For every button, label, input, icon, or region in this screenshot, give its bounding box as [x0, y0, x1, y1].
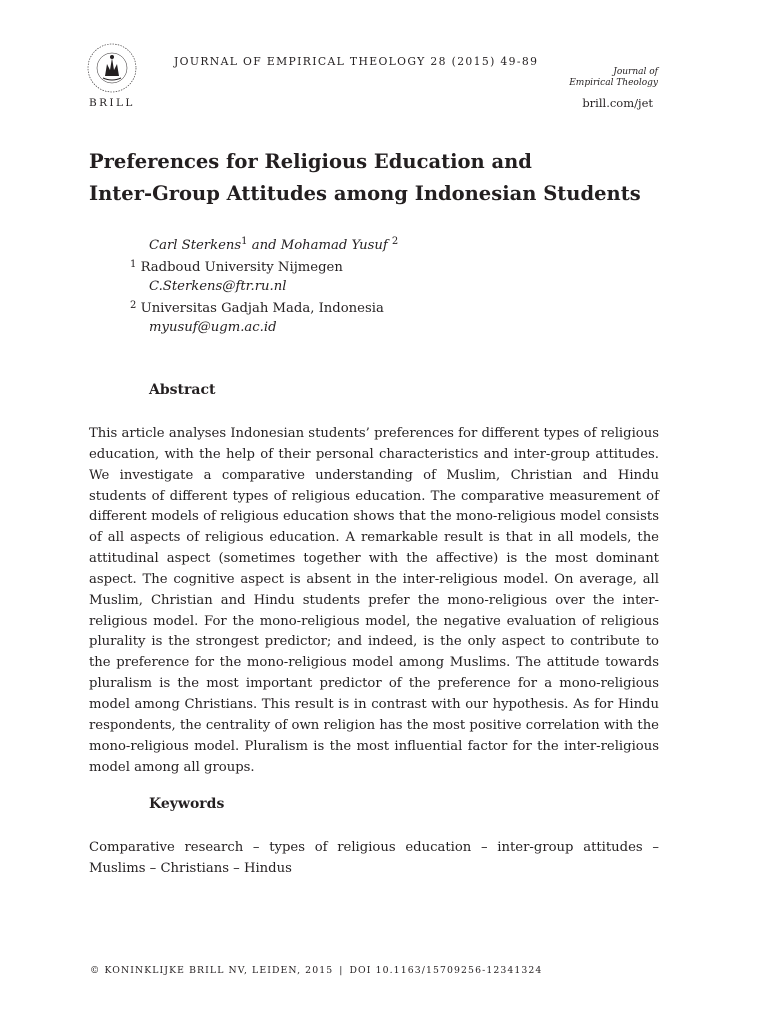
affiliation-1-mark: 1: [130, 259, 137, 270]
keywords-text: Comparative research – types of religious education – inter-group attitudes – Muslims – Christians – Hindus: [89, 840, 659, 876]
doi-text[interactable]: DOI 10.1163/15709256-12341324: [349, 965, 543, 976]
author-list: [149, 236, 398, 253]
publisher-name: BRILL: [89, 97, 135, 109]
journal-name: [560, 67, 658, 89]
keywords-heading: Keywords: [149, 796, 225, 812]
affiliation-2-name: Universitas Gadjah Mada, Indonesia: [140, 301, 384, 316]
journal-citation: JOURNAL OF EMPIRICAL THEOLOGY 28 (2015) 49-89: [174, 55, 539, 68]
brill-seal-logo: [86, 42, 138, 94]
author-1: Carl Sterkens: [149, 238, 242, 253]
affiliation-2-mark: 2: [130, 300, 137, 311]
author-1-mark: 1: [241, 236, 248, 247]
abstract-text: This article analyses Indonesian students’ preferences for different types of religious education, with the help of their personal characteristics and inter-group attitudes. We investigate a comparative understanding of Muslim, Christian and Hindu students of different types of religious education. The comparative measurement of different models of religious education shows that the mono-religious model consists of all aspects of religious education. A remarkable result is that in all models, the attitudinal aspect (sometimes together with the affective) is the most dominant aspect. The cognitive aspect is absent in the inter-religious model. On average, all Muslim, Christian and Hindu students prefer the mono-religious over the inter-religious model. For the mono-religious model, the negative evaluation of religious plurality is the strongest predictor; and indeed, is the only aspect to contribute to the preference for the mono-religious model among Muslims. The attitude towards pluralism is the most important predictor of the preference for a mono-religious model among Christians. This result is in contrast with our hypothesis. As for Hindu respondents, the centrality of own religion has the most positive correlation with the mono-religious model. Pluralism is the most influential factor for the inter-religious model among all groups.: [89, 426, 659, 775]
journal-name-line1: Journal of: [613, 67, 658, 77]
copyright-footer: [90, 965, 542, 976]
title-line1: Preferences for Religious Education and: [89, 150, 532, 173]
affiliation-1-name: Radboud University Nijmegen: [140, 260, 343, 275]
title-line2: Inter-Group Attitudes among Indonesian Students: [89, 182, 641, 205]
author-2-mark: 2: [391, 236, 399, 247]
affiliation-1-email[interactable]: C.Sterkens@ftr.ru.nl: [149, 279, 287, 294]
footer-separator: |: [339, 965, 344, 976]
affiliation-2: [130, 300, 384, 316]
journal-name-line2: Empirical Theology: [569, 78, 658, 88]
author-connector: and: [247, 238, 281, 253]
author-2: Mohamad Yusuf: [280, 238, 392, 253]
article-title: [89, 146, 689, 210]
abstract-heading: Abstract: [149, 382, 216, 398]
affiliation-1: [130, 259, 343, 275]
affiliation-2-email[interactable]: myusuf@ugm.ac.id: [149, 320, 277, 335]
journal-url[interactable]: brill.com/jet: [582, 96, 653, 110]
copyright-text: © KONINKLIJKE BRILL NV, LEIDEN, 2015: [90, 965, 334, 976]
